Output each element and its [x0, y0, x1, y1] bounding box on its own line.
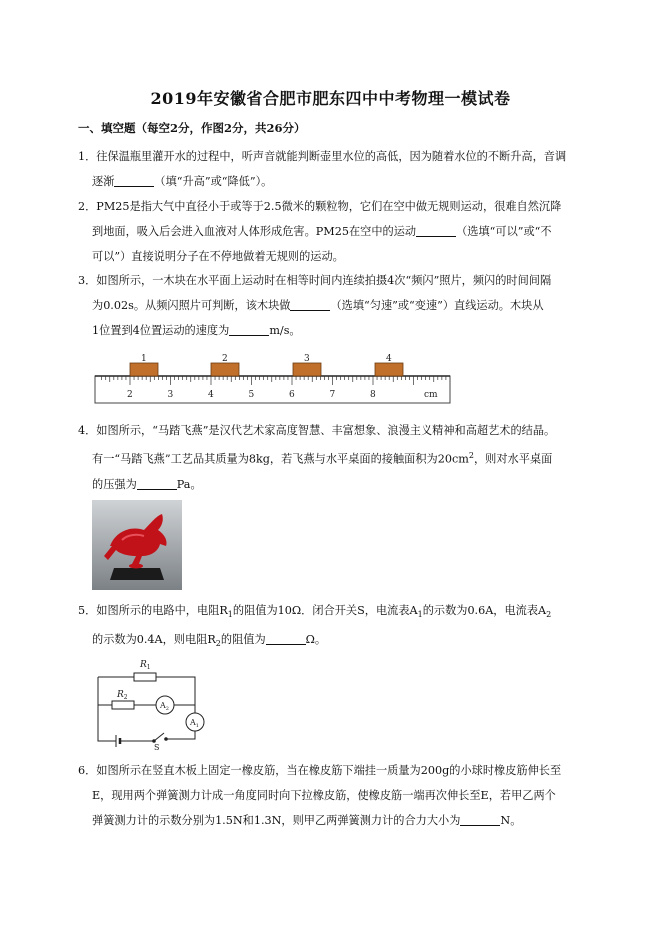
block-position-label: 4 — [386, 354, 392, 364]
answer-blank — [266, 631, 306, 645]
ruler-tick-label: 8 — [370, 390, 376, 400]
r2-label: $R_2$ — [117, 690, 128, 701]
question-6 — [78, 758, 586, 833]
ruler-tick-label: 2 — [127, 390, 133, 400]
q5-line-1: 5．如图所示的电路中，电阻$R_1$的阻值为10Ω．闭合开关S，电流表$A_1$的示数为0.6A，电流表$A_2$ — [78, 604, 552, 620]
ruler-unit: cm — [424, 390, 438, 400]
wood-block — [375, 363, 403, 376]
ruler-tick-label: 4 — [208, 390, 214, 400]
r1-label: $R_1$ — [140, 660, 151, 671]
question-2 — [78, 194, 586, 269]
answer-blank — [416, 223, 456, 237]
q6-line-1: 6．如图所示在竖直木板上固定一橡皮筋，当在橡皮筋下端挂一质量为200g的小球时橡皮筋伸长至 — [78, 764, 562, 777]
q3-line-3: 1位置到4位置运动的速度为 m/s。 — [92, 324, 301, 337]
ruler-tick-label: 5 — [248, 390, 255, 400]
q1-line-2: 逐渐 （填“升高”或“降低”）。 — [92, 175, 273, 188]
block-position-label: 1 — [141, 354, 147, 364]
section-heading: 一、填空题（每空2分，作图2分，共26分） — [78, 121, 306, 135]
wood-block — [211, 363, 239, 376]
q2-line-3: 可以”）直接说明分子在不停地做着无规则的运动。 — [92, 250, 344, 263]
answer-blank — [460, 812, 500, 826]
q3-line-2: 为0.02s。从频闪照片可判断，该木块做 （选填“匀速”或“变速”）直线运动。木块从 — [92, 299, 544, 312]
ruler-tick-label: 3 — [167, 390, 174, 400]
q6-line-3: 弹簧测力计的示数分别为1.5N和1.3N，则甲乙两弹簧测力计的合力大小为 N。 — [92, 814, 522, 827]
ammeter-a1-label: $A_1$ — [190, 718, 199, 729]
page-title: 2019年安徽省合肥市肥东四中中考物理一模试卷 — [150, 89, 511, 108]
q4-line-3: 的压强为 Pa。 — [92, 477, 202, 491]
q1-line-1: 1．往保温瓶里灌开水的过程中，听声音就能判断壶里水位的高低，因为随着水位的不断升高，音调 — [78, 150, 567, 163]
wood-block — [130, 363, 158, 376]
question-4 — [78, 418, 586, 497]
switch-label: S — [154, 743, 160, 751]
answer-blank — [114, 173, 154, 187]
q4-line-2: 有一“马踏飞燕”工艺品其质量为8kg，若飞燕与水平桌面的接触面积为$20cm^2$，则对水平桌面 — [92, 451, 553, 466]
answer-blank — [229, 322, 269, 336]
ruler-tick-label: 6 — [289, 390, 295, 400]
answer-blank — [290, 297, 330, 311]
answer-blank — [137, 476, 177, 490]
ruler-figure — [94, 352, 452, 404]
q4-line-1: 4．如图所示，“马踏飞燕”是汉代艺术家高度智慧、丰富想象、浪漫主义精神和高超艺术的结晶。 — [78, 424, 556, 437]
question-5 — [78, 598, 586, 656]
ammeter-a2-label: $A_2$ — [160, 701, 169, 712]
question-3 — [78, 268, 586, 343]
block-position-label: 2 — [222, 354, 228, 364]
q3-line-1: 3．如图所示，一木块在水平面上运动时在相等时间内连续拍摄4次“频闪”照片，频闪的时间间隔 — [78, 274, 552, 287]
circuit-diagram — [92, 653, 210, 751]
q2-line-1: 2．PM25是指大气中直径小于或等于2.5微米的颗粒物，它们在空中做无规则运动，很难自然沉降 — [78, 200, 562, 213]
block-position-label: 3 — [304, 354, 310, 364]
question-1 — [78, 144, 586, 194]
q5-line-2: 的示数为0.4A，则电阻$R_2$的阻值为 Ω。 — [92, 633, 327, 649]
horse-statue-image — [92, 500, 182, 590]
ruler-tick-label: 7 — [329, 390, 336, 400]
wood-block — [293, 363, 321, 376]
q6-line-2: E，现用两个弹簧测力计成一角度同时向下拉橡皮筋，使橡皮筋一端再次伸长至E，若甲乙两个 — [92, 789, 556, 802]
q2-line-2: 到地面，吸入后会进入血液对人体形成危害。PM25在空中的运动 （选填“可以”或“不 — [92, 225, 552, 238]
